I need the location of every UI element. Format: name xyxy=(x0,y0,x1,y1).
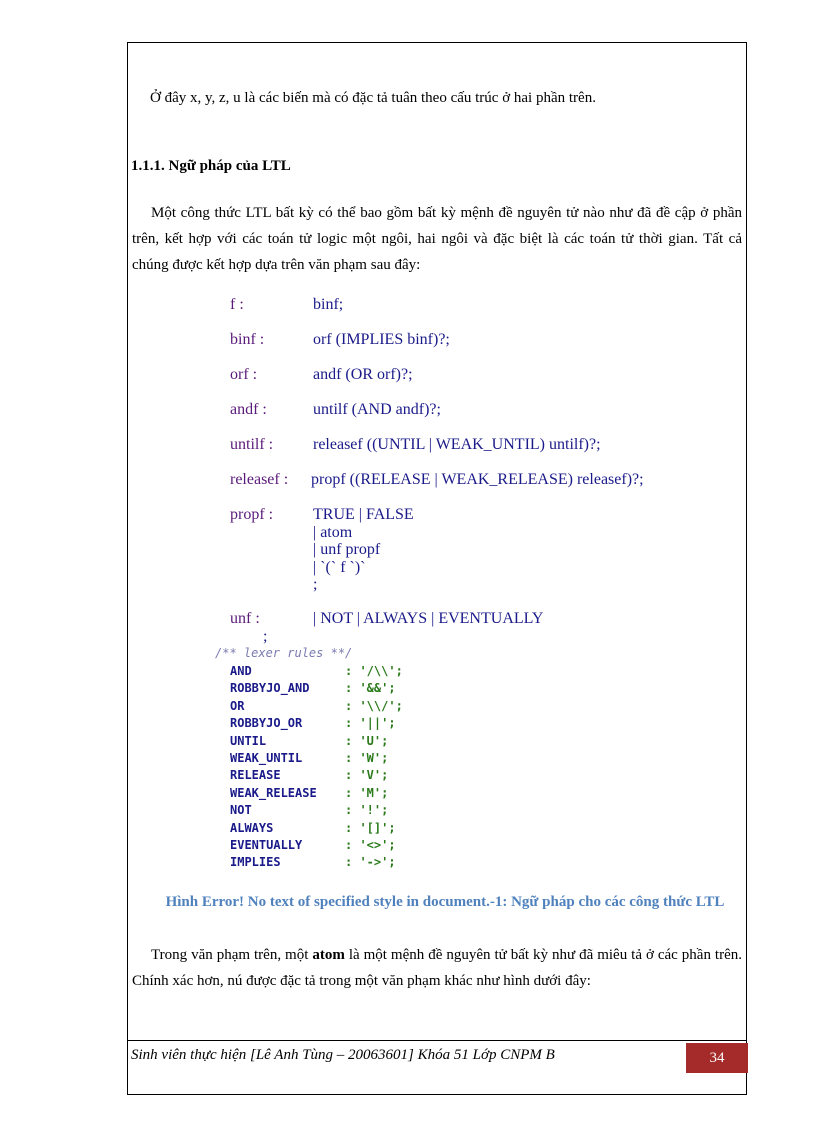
lexer-token-name: RELEASE xyxy=(230,768,281,783)
lexer-token-value: : '\\/'; xyxy=(345,698,403,713)
intro-paragraph: Ở đây x, y, z, u là các biến mà có đặc tả tuân theo cấu trúc ở hai phần trên. xyxy=(150,90,596,106)
grammar-lhs: binf : xyxy=(230,331,265,348)
lexer-token-value: : '[]'; xyxy=(345,820,396,835)
section-heading: 1.1.1. Ngữ pháp của LTL xyxy=(131,158,291,174)
grammar-lhs: propf : xyxy=(230,506,274,523)
lexer-token-name: OR xyxy=(230,698,245,713)
grammar-lhs: unf : xyxy=(230,610,260,627)
grammar-lhs: andf : xyxy=(230,401,267,418)
grammar-lhs: f : xyxy=(230,296,244,313)
grammar-rhs: ; xyxy=(313,576,318,593)
grammar-rhs: | NOT | ALWAYS | EVENTUALLY xyxy=(313,610,544,627)
atom-term: atom xyxy=(312,947,345,963)
grammar-rhs: | unf propf xyxy=(313,541,381,558)
body2-pre: Trong văn phạm trên, một xyxy=(151,947,313,963)
lexer-token-name: ROBBYJO_AND xyxy=(230,681,310,696)
grammar-rhs: andf (OR orf)?; xyxy=(313,366,413,383)
lexer-token-name: WEAK_UNTIL xyxy=(230,751,303,765)
grammar-rhs: | `(` f `)` xyxy=(313,559,366,576)
figure-caption: Hình Error! No text of specified style in document.-1: Ngữ pháp cho các công thức LTL xyxy=(165,894,725,910)
grammar-rhs: | atom xyxy=(313,524,353,541)
grammar-rhs: releasef ((UNTIL | WEAK_UNTIL) untilf)?; xyxy=(313,436,601,453)
grammar-rhs: propf ((RELEASE | WEAK_RELEASE) releasef)?; xyxy=(311,471,644,488)
lexer-comment: /** lexer rules **/ xyxy=(215,646,353,660)
lexer-token-name: IMPLIES xyxy=(230,855,281,870)
lexer-token-value: : 'V'; xyxy=(345,768,389,783)
lexer-token-name: AND xyxy=(230,664,252,678)
lexer-token-name: WEAK_RELEASE xyxy=(230,785,317,800)
footer-divider xyxy=(128,1040,746,1041)
page-number: 34 xyxy=(686,1043,748,1073)
lexer-token-value: : 'U'; xyxy=(345,733,389,748)
grammar-rhs: orf (IMPLIES binf)?; xyxy=(313,331,450,348)
grammar-lhs: untilf : xyxy=(230,436,274,453)
lexer-token-name: ALWAYS xyxy=(230,820,274,835)
grammar-rhs: ; xyxy=(263,628,268,645)
body-paragraph-1: Một công thức LTL bất kỳ có thể bao gồm bất kỳ mệnh đề nguyên tử nào như đã đề cập ở phần trên, kết hợp với các toán tử logic một ngôi, hai ngôi và đặc biệt là các toán tử thời gian. Tất cả chúng được kết hợp dựa trên văn phạm sau đây: xyxy=(132,205,742,273)
lexer-token-value: : '!'; xyxy=(345,803,389,818)
lexer-token-value: : '/\\'; xyxy=(345,664,403,678)
lexer-token-name: NOT xyxy=(230,803,252,818)
lexer-token-value: : '&&'; xyxy=(345,681,396,696)
body-paragraph-2 xyxy=(132,942,742,994)
lexer-token-name: ROBBYJO_OR xyxy=(230,716,303,731)
lexer-token-value: : '->'; xyxy=(345,855,396,870)
footer-text: Sinh viên thực hiện [Lê Anh Tùng – 20063601] Khóa 51 Lớp CNPM B xyxy=(131,1047,555,1063)
lexer-token-value: : '||'; xyxy=(345,716,396,731)
lexer-token-name: UNTIL xyxy=(230,733,267,748)
grammar-rhs: binf; xyxy=(313,296,344,313)
grammar-lhs: releasef : xyxy=(230,471,289,488)
lexer-token-value: : 'W'; xyxy=(345,751,389,765)
lexer-token-value: : '<>'; xyxy=(345,838,396,852)
lexer-token-name: EVENTUALLY xyxy=(230,838,303,852)
grammar-lhs: orf : xyxy=(230,366,258,383)
grammar-rhs: untilf (AND andf)?; xyxy=(313,401,441,418)
body2-post: là một mệnh đề nguyên tử bất kỳ như đã miêu tả ở các phần trên. Chính xác hơn, nú được đặc tả trong một văn phạm khác như hình dưới đây: xyxy=(132,947,742,989)
grammar-rhs: TRUE | FALSE xyxy=(313,506,414,523)
lexer-token-value: : 'M'; xyxy=(345,785,389,800)
